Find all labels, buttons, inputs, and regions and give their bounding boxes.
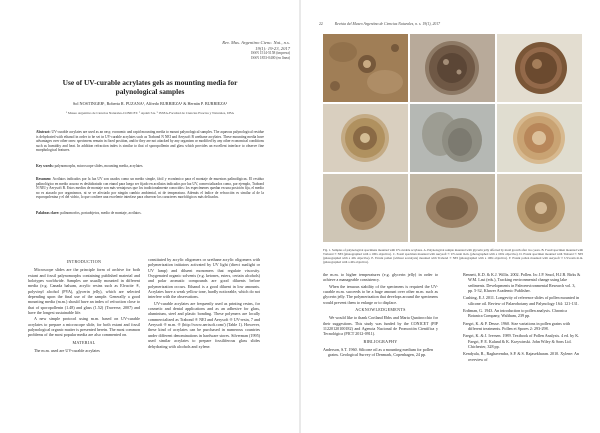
reference-item: Erdtman, G. 1943. An introduction to pollen analysis. Chronica Botanica Company, Waltham, 239 pp. xyxy=(463,308,567,319)
keywords xyxy=(36,164,264,169)
journal-name: Rev. Mus. Argentino Cienc. Nat., n.s. 19(1): 19-23, 2017 xyxy=(222,40,290,51)
running-head xyxy=(319,22,589,27)
micrograph-i-image xyxy=(497,174,582,242)
micrograph-panel-h xyxy=(410,174,495,242)
micrograph-panel-g xyxy=(323,174,408,242)
reference-item: Bennett, K.D. & K.J. Willis. 2002. Pollen. In: J.P. Smol, H.J.B. Birks & W.M. Last (eds.), Tracking environmental change using lake sediments. Developments in Paleoenvironmental Research vol. 3, pp. 5-32, Kluwer Academic Publisher. xyxy=(463,272,581,294)
authors: Sol NOSTINGER¹, Roberta R. PUZANA¹, Alfredo BURBIEZA² & Hernán P. BURBIEZA² xyxy=(72,101,228,106)
keywords-label: Key words: xyxy=(36,164,54,168)
micrograph-panel-i xyxy=(497,174,582,242)
right-page xyxy=(301,0,600,433)
reference-item: Anderson, S.T. 1960. Silicone oil as a mounting medium for pollen grains. Geological Survey of Denmark, Copenhagen, 24 pp. xyxy=(323,347,433,358)
micrograph-c-image xyxy=(497,34,582,102)
resumen xyxy=(36,177,264,200)
keywords-text: palynomorphs, microscope slides, mounting media, acrylates. xyxy=(54,164,144,168)
left-column-2 xyxy=(148,257,260,350)
figure-micrographs xyxy=(323,34,583,244)
journal-issn: ISSN 1514-5158 (impresa) ISSN 1853-0400 (en línea) xyxy=(251,51,290,60)
journal-header xyxy=(170,40,290,60)
micrograph-f-image xyxy=(497,104,582,172)
figure-caption: Fig. 1. Samples of palynological specimens mounted with UV-curable acrylates. A. Palynological sample mounted with glycerin jelly affected by mold growth after two years. B. Fossil specimen mounted with Trabond ® NEI (photographed with a 100x objective). C. Fossil specimen mounted with Aerysoft ® UV-resin m.m. (photographed with a 100x objective). D. Extant specimen mounted with Trabond ® NEI (photographed with a 40x objective). E. Extant pollen (without acetolysis) mounted with Trabond ® NEI (photographed with a 100x objective). F. Extant pollen mounted with Aerysoft ® UV-resin m.m. (photographed with a 40x objective). xyxy=(323,248,583,265)
paragraph: When the tenuous stability of the specimens is required the UV-curable m.m. succeeds to be a huge amount over other m.m. such as glycerin jelly. The polymerization that develops around the specimens would prevent them to enlarge or to displace. xyxy=(323,283,438,305)
abstract-label: Abstract: xyxy=(36,130,51,134)
palabras-clave xyxy=(36,211,264,216)
micrograph-h-image xyxy=(410,174,495,242)
micrograph-panel-c xyxy=(497,34,582,102)
section-heading-material: MATERIAL xyxy=(72,339,96,345)
reference-item: Kendyala, R., Raghavendra, S.P. & S. Rajasekharan. 2010. Xylene: An overview of xyxy=(463,351,579,362)
micrograph-d-image xyxy=(323,104,408,172)
reference-item: Faegri, K. & J. Iversen. 1989. Textbook of Pollen Analysis. 4 ed. by K. Faegri, P. E. Kaland & K. Krzywinski. John Wiley & Sons Ltd. Chichester, 328 pp. xyxy=(463,333,580,350)
micrograph-panel-e xyxy=(410,104,495,172)
resumen-label: Resumen: xyxy=(36,177,52,181)
affiliation: ¹ Museo Argentino de Ciencias Naturales-CONICET. ² Apdeb SA. ³ ISSEA-Facultad de Ciencias Exactas y Naturales, UBA xyxy=(66,111,234,115)
paragraph: the m.m. to higher temperatures (e.g. glycerin jelly) in order to achieve a manageable consistency. xyxy=(323,272,438,283)
abstract-text: UV-curable acrylates are used as an easy, economic and rapid mounting media to mount palynological samples. The aqueous palynological residue is dehydrated with ethanol in order to be set in UV-curable acrylates such as Trabond N NEI and Aerysoft B urethane acrylates. These mounting media have advantages over other ones: specimens remain in fixed position, and/or they are not attacked by any organism or modified by any other economical conditions such as humidity and heat. In addition refraction index is similar to that of sporopollenin and glass which provides an excellent interface to observe fine morphological features. xyxy=(36,130,264,153)
reference-item: Cushing, E.J. 2011. Longevity of reference slides of pollen mounted in silicone oil. Review of Palaeobotany and Palynology 164: 121-131. xyxy=(463,295,580,306)
abstract xyxy=(36,130,264,153)
left-page xyxy=(0,0,299,433)
micrograph-e-image xyxy=(410,104,495,172)
paragraph: Microscope slides are the principle form of archive for both extant and fossil palynomorphs containing published material and holotypes worldwide. Samples are usually mounted in different media (e.g. Canada balsam, acrylic resins such as Elvacite ®, polyvinyl alcohol (PVA), glycerin jelly), which are selected depending upon the final use of the sample. Generally a good mounting media (m.m.) should have an index of refraction close to that of sporopollenin (1.48) and glass (1.52) (Traverse, 2007) and have the longest sustainable life. xyxy=(28,267,140,316)
right-column-1 xyxy=(323,272,438,360)
micrograph-panel-b xyxy=(410,34,495,102)
page-number: 22 xyxy=(319,22,323,26)
reference-item: Faegri, K. & P. Deuse. 1960. Size variations in pollen grains with different treatments. Pollen et Spores 2: 293-298. xyxy=(463,320,571,332)
left-column-1 xyxy=(28,257,140,355)
section-heading-acknowledgements: ACKNOWLEDGEMENTS xyxy=(355,307,406,313)
paragraph: The m.m. used are UV-curable acrylates xyxy=(34,348,100,354)
article-title: Use of UV-curable acrylates gels as mounting media for palynological samples xyxy=(62,78,238,97)
micrograph-panel-d xyxy=(323,104,408,172)
section-heading-bibliography: BIBLIOGRAPHY xyxy=(363,338,398,344)
section-heading-introduction: INTRODUCTION xyxy=(66,259,102,264)
micrograph-g-image xyxy=(323,174,408,242)
palabras-label: Palabras clave: xyxy=(36,211,60,215)
resumen-text: Acrilatos indicados por la luz UV son usados como un medio simple, fácil y económico para el montaje de muestras palinológicas. El residuo palinológico en medio acuoso es deshidratado con etanol para luego ser fijado en acrilatos indicados por luz UV, comercializados como, por ejemplo, Trabond N NEI y Aerysoft B. Estos medios de montaje son más ventajosos que los tradicionalmente conocidos: los especímenes quedan en una posición fija, el medio no es atacado por organismos, ni se ve afectado por ningún cambio ambiental, ni de temperatura. Además el índice de refracción es similar al de la esporopolenina y el del vidrio, lo que confiere una excelente interfase para observar los caracteres morfológicos más delicados. xyxy=(36,177,264,200)
micrograph-panel-f xyxy=(497,104,582,172)
micrograph-a-image xyxy=(323,34,408,102)
micrograph-panel-a xyxy=(323,34,408,102)
paragraph-acknowledgements: We would like to thank Cortland Ebbs and Marta Quattrocchio for their suggestions. This study was funded by the CONICET (PIP 11220120100182) and Agencia Nacional de Promoción Científica y Tecnológica (PICT 2012-0911). xyxy=(323,315,438,337)
paragraph: constituted by acrylic oligomers or urethane acrylic oligomers with polymerization initiators activated by UV light (direct sunlight or UV lamp) and diluent monomers that regulate viscosity. Oxygenated organic solvents (e.g. ketones, esters, certain alcohols) and polar aromatic compounds are good diluents before polymerization occurs. Ethanol is a good diluent in low amounts. Acrylates have a weak yellow tone, hardly noticeable, which do not interfere with the observations. xyxy=(148,257,260,300)
running-title: Revista del Museo Argentino de Ciencias Naturales, n. s. 19(1), 2017 xyxy=(334,22,441,26)
palabras-text: palinomorfos, portaobjetos, medio de montaje, acrilatos. xyxy=(60,211,142,215)
right-column-2 xyxy=(463,272,581,364)
paragraph: UV-curable acrylates are frequently used as printing resins, for cosmetic and dental applications and as an adhesive for glass, aluminium, steel and plastic bonding. These polymers are locally commercialized as Trabond ® NEI and Aerysoft ® UV-resin, 7 and Aerysoft ® m.m. ® (http://www.aerisoft.com/) (Table 1). However, these kind of acrylates can be purchased in numerous countries under different denominations in hardware stores. Silverman (1995) used similar acrylates to prepare fossiliferous glass slides dehydrating with alcohols and xylene. xyxy=(148,300,260,349)
paragraph: A new simple protocol using m.m. based on UV-curable acrylates to prepare a microscope slide, for both extant and fossil palynological organic matter is presented herein. The most common problems of the most popular media are also commented on. xyxy=(28,316,140,338)
micrograph-b-image xyxy=(410,34,495,102)
